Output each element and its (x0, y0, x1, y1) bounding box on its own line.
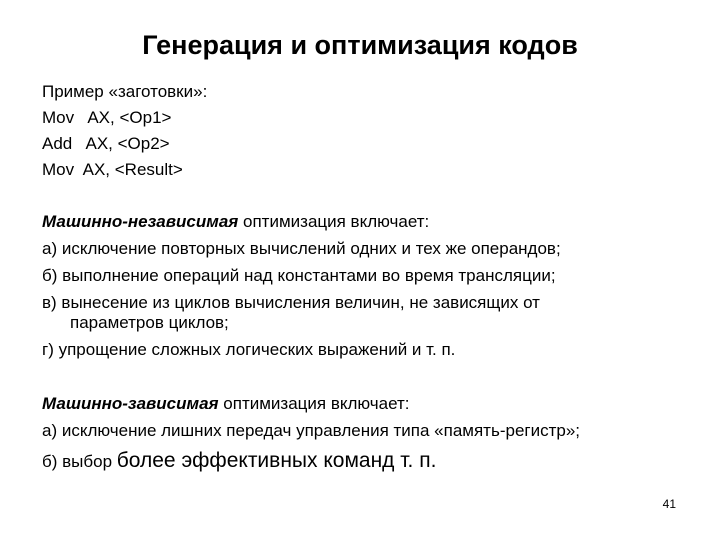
independent-item-d: г) упрощение сложных логических выражений и т. п. (42, 340, 456, 359)
dependent-rest: оптимизация включает: (218, 394, 410, 413)
slide-title: Генерация и оптимизация кодов (142, 30, 578, 60)
independent-item-c-cont: параметров циклов; (70, 313, 229, 332)
independent-item-c: в) вынесение из циклов вычисления величин, не зависящих от (42, 293, 540, 312)
code-line-3: Mov AX, <Result> (42, 160, 183, 179)
independent-rest: оптимизация включает: (238, 212, 430, 231)
independent-term: Машинно-независимая (42, 212, 239, 231)
dependent-heading (42, 394, 410, 414)
independent-heading (42, 212, 429, 232)
dependent-item-b (42, 448, 436, 475)
dependent-item-b-big: более эффективных команд т. п. (116, 449, 437, 472)
dependent-item-a: а) исключение лишних передач управления типа «память-регистр»; (42, 421, 581, 440)
page-number: 41 (662, 497, 676, 511)
dependent-item-b-small: б) выбор (42, 452, 117, 471)
independent-item-a: а) исключение повторных вычислений одних и тех же операндов; (42, 239, 561, 258)
independent-item-b: б) выполнение операций над константами во время трансляции; (42, 266, 556, 285)
code-line-1: Mov AX, <Op1> (42, 108, 172, 127)
example-heading: Пример «заготовки»: (42, 82, 208, 101)
code-line-2: Add AX, <Op2> (42, 134, 170, 153)
dependent-term: Машинно-зависимая (42, 394, 219, 413)
